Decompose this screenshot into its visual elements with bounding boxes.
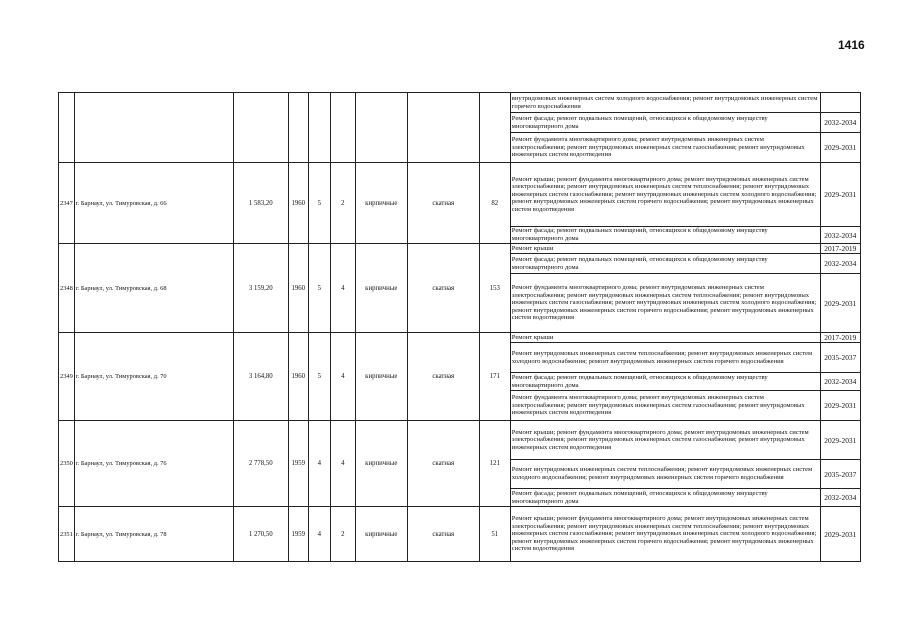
floor-count: 4 — [308, 421, 330, 507]
continuation-row — [59, 93, 861, 113]
wall-material: кирпичные — [355, 244, 407, 333]
work-description: Ремонт внутридомовых инженерных систем теплоснабжения; ремонт внутридомовых инженерных систем холодного водоснабжения; ремонт внутридомовых инженерных систем горячего водоснабжения — [510, 460, 820, 489]
entrance-count: 4 — [330, 333, 355, 421]
building-address: г. Барнаул, ул. Тимуровская, д. 76 — [74, 421, 233, 507]
entrance-count: 4 — [330, 421, 355, 507]
construction-year: 1959 — [288, 421, 308, 507]
work-period: 2029-2031 — [820, 163, 860, 227]
roof-type: скатная — [407, 244, 479, 333]
work-period: 2032-2034 — [820, 254, 860, 274]
building-address: г. Барнаул, ул. Тимуровская, д. 78 — [74, 507, 233, 562]
work-period: 2029-2031 — [820, 391, 860, 421]
wall-material: кирпичные — [355, 421, 407, 507]
work-description: Ремонт крыши; ремонт фундамента многоквартирного дома; ремонт внутридомовых инженерных систем электроснабжения; ремонт внутридомовых инженерных систем теплоснабжения; ремонт внутридомовых инженерных систем газоснабжения; ремонт внутридомовых инженерных систем холодного водоснабжения; ремонт внутридомовых инженерных систем горячего водоснабжения; ремонт внутридомовых инженерных систем водоотведения — [510, 163, 820, 227]
empty-area-cell — [233, 93, 288, 163]
empty-year-cell — [288, 93, 308, 163]
work-period: 2035-2037 — [820, 343, 860, 373]
empty-num-cell — [59, 93, 75, 163]
work-description: Ремонт фундамента многоквартирного дома; ремонт внутридомовых инженерных систем электроснабжения; ремонт внутридомовых инженерных систем газоснабжения; ремонт внутридомовых инженерных систем водоотведения — [510, 133, 820, 163]
work-period: 2029-2031 — [820, 507, 860, 562]
building-number: 2350 — [59, 421, 75, 507]
roof-type: скатная — [407, 507, 479, 562]
building-number: 2348 — [59, 244, 75, 333]
empty-wall-cell — [355, 93, 407, 163]
construction-year: 1960 — [288, 244, 308, 333]
work-period: 2035-2037 — [820, 460, 860, 489]
work-description: Ремонт крыши; ремонт фундамента многоквартирного дома; ремонт внутридомовых инженерных систем электроснабжения; ремонт внутридомовых инженерных систем газоснабжения; ремонт внутридомовых инженерных систем водоотведения — [510, 421, 820, 460]
floor-count: 5 — [308, 333, 330, 421]
work-period: 2029-2031 — [820, 421, 860, 460]
work-description: Ремонт фасада; ремонт подвальных помещений, относящихся к общедомовому имуществу многоквартирного дома — [510, 254, 820, 274]
building-area: 1 270,50 — [233, 507, 288, 562]
apartment-count: 82 — [479, 163, 510, 244]
work-period: 2032-2034 — [820, 227, 860, 244]
work-period: 2029-2031 — [820, 133, 860, 163]
empty-apartments-cell — [479, 93, 510, 163]
floor-count: 5 — [308, 244, 330, 333]
work-description: Ремонт фундамента многоквартирного дома; ремонт внутридомовых инженерных систем электроснабжения; ремонт внутридомовых инженерных систем теплоснабжения; ремонт внутридомовых инженерных систем газоснабжения; ремонт внутридомовых инженерных систем холодного водоснабжения; ремонт внутридомовых инженерных систем горячего водоснабжения; ремонт внутридомовых инженерных систем водоотведения — [510, 274, 820, 333]
work-description: Ремонт внутридомовых инженерных систем теплоснабжения; ремонт внутридомовых инженерных систем холодного водоснабжения; ремонт внутридомовых инженерных систем горячего водоснабжения — [510, 343, 820, 373]
page-number: 1416 — [838, 38, 865, 52]
work-description: Ремонт фасада; ремонт подвальных помещений, относящихся к общедомовому имуществу многоквартирного дома — [510, 227, 820, 244]
empty-roof-cell — [407, 93, 479, 163]
building-area: 2 778,50 — [233, 421, 288, 507]
building-row — [59, 507, 861, 562]
construction-year: 1959 — [288, 507, 308, 562]
building-row — [59, 421, 861, 460]
building-row — [59, 163, 861, 227]
construction-year: 1960 — [288, 163, 308, 244]
building-number: 2347 — [59, 163, 75, 244]
building-area: 3 164,80 — [233, 333, 288, 421]
entrance-count: 2 — [330, 507, 355, 562]
roof-type: скатная — [407, 333, 479, 421]
floor-count: 5 — [308, 163, 330, 244]
wall-material: кирпичные — [355, 507, 407, 562]
building-address: г. Барнаул, ул. Тимуровская, д. 66 — [74, 163, 233, 244]
building-area: 1 583,20 — [233, 163, 288, 244]
construction-year: 1960 — [288, 333, 308, 421]
work-period: 2032-2034 — [820, 373, 860, 391]
work-description: Ремонт фасада; ремонт подвальных помещений, относящихся к общедомовому имуществу многоквартирного дома — [510, 113, 820, 133]
work-period: 2032-2034 — [820, 489, 860, 507]
apartment-count: 121 — [479, 421, 510, 507]
housing-registry-table — [58, 92, 861, 562]
building-number: 2351 — [59, 507, 75, 562]
roof-type: скатная — [407, 163, 479, 244]
work-description: Ремонт фундамента многоквартирного дома; ремонт внутридомовых инженерных систем электроснабжения; ремонт внутридомовых инженерных систем газоснабжения; ремонт внутридомовых инженерных систем водоотведения — [510, 391, 820, 421]
building-number: 2349 — [59, 333, 75, 421]
building-address: г. Барнаул, ул. Тимуровская, д. 70 — [74, 333, 233, 421]
registry-body — [59, 93, 861, 562]
wall-material: кирпичные — [355, 333, 407, 421]
work-period: 2017-2019 — [820, 333, 860, 343]
empty-entrances-cell — [330, 93, 355, 163]
apartment-count: 51 — [479, 507, 510, 562]
work-period — [820, 93, 860, 113]
work-description: Ремонт фасада; ремонт подвальных помещений, относящихся к общедомовому имуществу многоквартирного дома — [510, 373, 820, 391]
work-period: 2032-2034 — [820, 113, 860, 133]
work-description: Ремонт крыши — [510, 244, 820, 254]
entrance-count: 2 — [330, 163, 355, 244]
apartment-count: 171 — [479, 333, 510, 421]
floor-count: 4 — [308, 507, 330, 562]
building-area: 3 159,20 — [233, 244, 288, 333]
work-description: внутридомовых инженерных систем холодного водоснабжения; ремонт внутридомовых инженерных систем горячего водоснабжения — [510, 93, 820, 113]
work-period: 2017-2019 — [820, 244, 860, 254]
work-period: 2029-2031 — [820, 274, 860, 333]
empty-address-cell — [74, 93, 233, 163]
entrance-count: 4 — [330, 244, 355, 333]
work-description: Ремонт фасада; ремонт подвальных помещений, относящихся к общедомовому имуществу многоквартирного дома — [510, 489, 820, 507]
building-address: г. Барнаул, ул. Тимуровская, д. 68 — [74, 244, 233, 333]
building-row — [59, 244, 861, 254]
apartment-count: 153 — [479, 244, 510, 333]
empty-floors-cell — [308, 93, 330, 163]
work-description: Ремонт крыши — [510, 333, 820, 343]
wall-material: кирпичные — [355, 163, 407, 244]
building-row — [59, 333, 861, 343]
work-description: Ремонт крыши; ремонт фундамента многоквартирного дома; ремонт внутридомовых инженерных систем электроснабжения; ремонт внутридомовых инженерных систем теплоснабжения; ремонт внутридомовых инженерных систем газоснабжения; ремонт внутридомовых инженерных систем холодного водоснабжения; ремонт внутридомовых инженерных систем горячего водоснабжения; ремонт внутридомовых инженерных систем водоотведения — [510, 507, 820, 562]
roof-type: скатная — [407, 421, 479, 507]
